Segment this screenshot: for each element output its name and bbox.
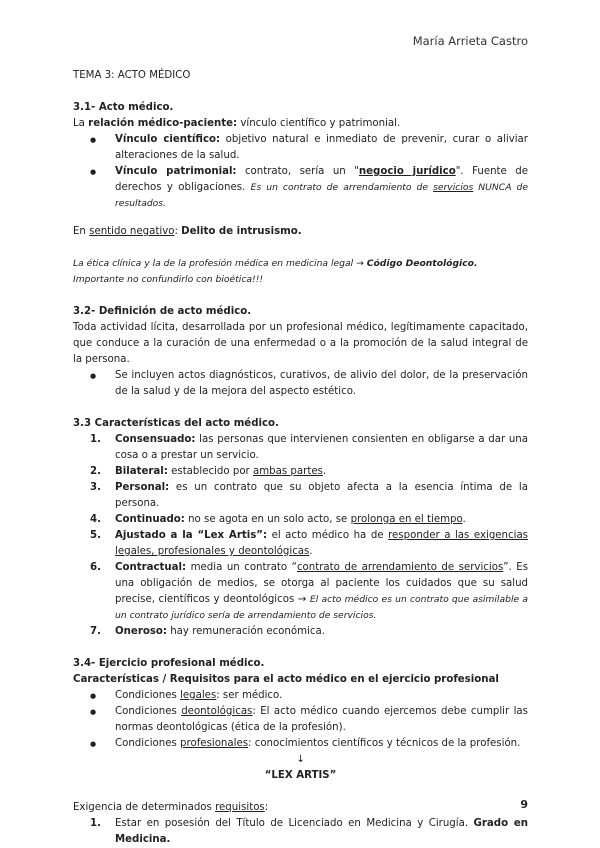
section-3-3-list — [73, 432, 528, 640]
section-3-4-list — [73, 688, 528, 752]
section-3-1-intro: La relación médico-paciente: vínculo científico y patrimonial. — [73, 118, 401, 129]
section-3-1-title: 3.1- Acto médico. — [73, 102, 174, 113]
down-arrow-icon: ↓ — [296, 754, 305, 765]
section-3-4-title: 3.4- Ejercicio profesional médico. — [73, 658, 265, 669]
author-header: María Arrieta Castro — [412, 34, 528, 48]
section-3-1-list — [73, 132, 528, 212]
section-3-2-text: Toda actividad lícita, desarrollada por un profesional médico, legítimamente capacitado, que conduce a la curación de una enfermedad o a la promoción de la salud integral de la persona. — [73, 322, 528, 365]
section-3-4-subtitle: Características / Requisitos para el acto médico en el ejercicio profesional — [73, 674, 499, 685]
page-content — [73, 68, 528, 848]
list-item: ● Condiciones legales: ser médico. — [73, 688, 528, 704]
list-item: 3. Personal: es un contrato que su objeto afecta a la esencia íntima de la persona. — [90, 482, 528, 509]
list-item: ● Condiciones deontológicas: El acto médico cuando ejercemos debe cumplir las normas deontológicas (ética de la profesión). — [73, 704, 528, 736]
list-item: 5. Ajustado a la “Lex Artis”: el acto médico ha de responder a las exigencias legales, profesionales y deontológicas. — [90, 530, 528, 557]
list-item: 4. Continuado: no se agota en un solo acto, se prolonga en el tiempo. — [90, 514, 466, 525]
section-3-3-title: 3.3 Características del acto médico. — [73, 418, 279, 429]
list-item: ● Condiciones profesionales: conocimientos científicos y técnicos de la profesión. — [73, 736, 528, 752]
list-item: 7. Oneroso: hay remuneración económica. — [90, 626, 325, 637]
ethics-note: La ética clínica y la de la profesión médica en medicina legal → Código Deontológico. — [73, 258, 478, 269]
list-item: ● Se incluyen actos diagnósticos, curativos, de alivio del dolor, de la preservación de la salud y de la mejora del aspecto estético. — [73, 368, 528, 400]
list-item: 1. Estar en posesión del Título de Licenciado en Medicina y Cirugía. Grado en Medicina. — [90, 818, 528, 845]
lex-artis-label: “LEX ARTIS” — [264, 770, 337, 781]
section-3-2-list — [73, 368, 528, 400]
list-item: 6. Contractual: media un contrato “contrato de arrendamiento de servicios”. Es una obligación de medios, se otorga al paciente los cuidados que su salud precise, científicos y deontológicos → El acto médico es un contrato que asimilable a un contrato jurídico sería de arrendamiento de servicios. — [90, 562, 528, 621]
list-item: ● Vínculo científico: objetivo natural e inmediato de prevenir, curar o aliviar alteraciones de la salud. — [73, 132, 528, 164]
negative-sense: En sentido negativo: Delito de intrusismo. — [73, 226, 302, 237]
requirements-list — [73, 816, 528, 848]
page-number: 9 — [520, 798, 528, 811]
requirements-intro: Exigencia de determinados requisitos: — [73, 802, 269, 813]
topic-title: TEMA 3: ACTO MÉDICO — [73, 70, 191, 81]
ethics-warning: Importante no confundirlo con bioética!!! — [73, 274, 264, 285]
list-item: 1. Consensuado: las personas que intervienen consienten en obligarse a dar una cosa o a prestar un servicio. — [90, 434, 528, 461]
list-item: 2. Bilateral: establecido por ambas partes. — [90, 466, 327, 477]
list-item: ● Vínculo patrimonial: contrato, sería un "negocio jurídico". Fuente de derechos y obligaciones. Es un contrato de arrendamiento de servicios NUNCA de resultados. — [73, 164, 528, 212]
section-3-2-title: 3.2- Definición de acto médico. — [73, 306, 252, 317]
